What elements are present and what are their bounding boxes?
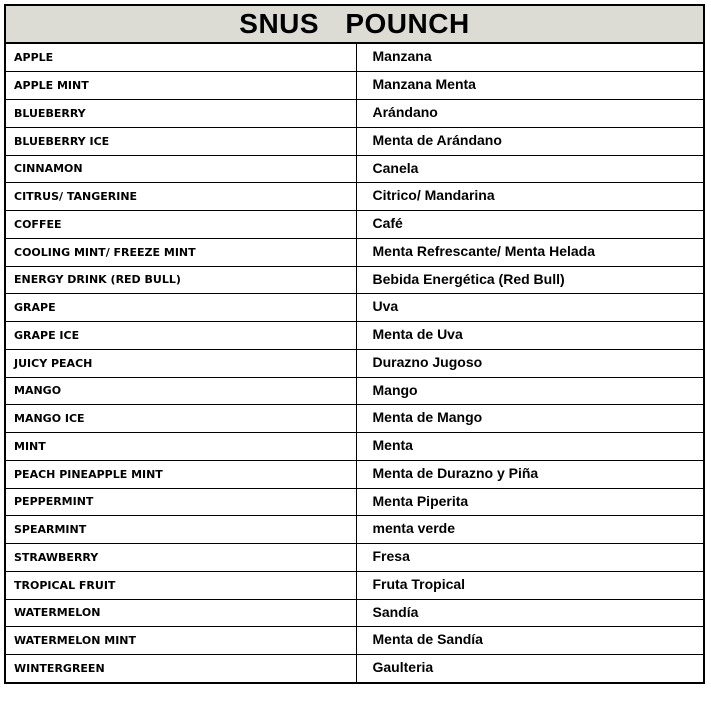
table-row [6, 238, 703, 266]
table-row [6, 544, 703, 572]
flavor-english: MANGO [6, 377, 356, 405]
table-row [6, 405, 703, 433]
flavor-spanish: Manzana Menta [356, 72, 703, 100]
flavor-spanish: Uva [356, 294, 703, 322]
table-title: SNUS POUNCH [6, 6, 703, 44]
flavor-english: BLUEBERRY ICE [6, 127, 356, 155]
flavor-rows [6, 44, 703, 682]
flavor-spanish: Fruta Tropical [356, 571, 703, 599]
table-row [6, 488, 703, 516]
flavor-spanish: Bebida Energética (Red Bull) [356, 266, 703, 294]
flavor-spanish: Manzana [356, 44, 703, 72]
flavor-spanish: Menta [356, 433, 703, 461]
flavor-english: MINT [6, 433, 356, 461]
flavor-english: GRAPE ICE [6, 322, 356, 350]
flavor-english: WINTERGREEN [6, 655, 356, 683]
flavor-english: COFFEE [6, 211, 356, 239]
flavor-spanish: Fresa [356, 544, 703, 572]
flavor-english: APPLE MINT [6, 72, 356, 100]
flavor-english: MANGO ICE [6, 405, 356, 433]
flavor-spanish: Canela [356, 155, 703, 183]
flavor-spanish: Menta Refrescante/ Menta Helada [356, 238, 703, 266]
table-row [6, 460, 703, 488]
flavor-spanish: Menta de Sandía [356, 627, 703, 655]
table-row [6, 100, 703, 128]
flavor-spanish: Menta de Durazno y Piña [356, 460, 703, 488]
flavor-english: WATERMELON [6, 599, 356, 627]
flavor-english: CITRUS/ TANGERINE [6, 183, 356, 211]
table-row [6, 211, 703, 239]
flavor-grid [6, 44, 703, 682]
flavor-table [4, 4, 705, 684]
flavor-spanish: Sandía [356, 599, 703, 627]
table-row [6, 571, 703, 599]
table-row [6, 294, 703, 322]
table-row [6, 516, 703, 544]
flavor-spanish: Arándano [356, 100, 703, 128]
flavor-english: STRAWBERRY [6, 544, 356, 572]
table-row [6, 377, 703, 405]
table-row [6, 599, 703, 627]
flavor-spanish: Menta de Uva [356, 322, 703, 350]
flavor-english: CINNAMON [6, 155, 356, 183]
flavor-spanish: menta verde [356, 516, 703, 544]
table-row [6, 183, 703, 211]
flavor-english: WATERMELON MINT [6, 627, 356, 655]
table-row [6, 322, 703, 350]
table-row [6, 655, 703, 683]
flavor-english: JUICY PEACH [6, 349, 356, 377]
flavor-english: PEPPERMINT [6, 488, 356, 516]
flavor-spanish: Durazno Jugoso [356, 349, 703, 377]
table-row [6, 627, 703, 655]
table-row [6, 155, 703, 183]
flavor-spanish: Café [356, 211, 703, 239]
flavor-spanish: Gaulteria [356, 655, 703, 683]
table-row [6, 127, 703, 155]
flavor-english: SPEARMINT [6, 516, 356, 544]
flavor-english: BLUEBERRY [6, 100, 356, 128]
flavor-spanish: Mango [356, 377, 703, 405]
flavor-english: GRAPE [6, 294, 356, 322]
table-row [6, 72, 703, 100]
flavor-spanish: Menta de Arándano [356, 127, 703, 155]
flavor-english: COOLING MINT/ FREEZE MINT [6, 238, 356, 266]
flavor-spanish: Menta Piperita [356, 488, 703, 516]
flavor-english: TROPICAL FRUIT [6, 571, 356, 599]
table-row [6, 433, 703, 461]
table-row [6, 266, 703, 294]
flavor-english: PEACH PINEAPPLE MINT [6, 460, 356, 488]
table-row [6, 349, 703, 377]
flavor-spanish: Citrico/ Mandarina [356, 183, 703, 211]
flavor-english: APPLE [6, 44, 356, 72]
flavor-english: ENERGY DRINK (RED BULL) [6, 266, 356, 294]
flavor-spanish: Menta de Mango [356, 405, 703, 433]
table-row [6, 44, 703, 72]
